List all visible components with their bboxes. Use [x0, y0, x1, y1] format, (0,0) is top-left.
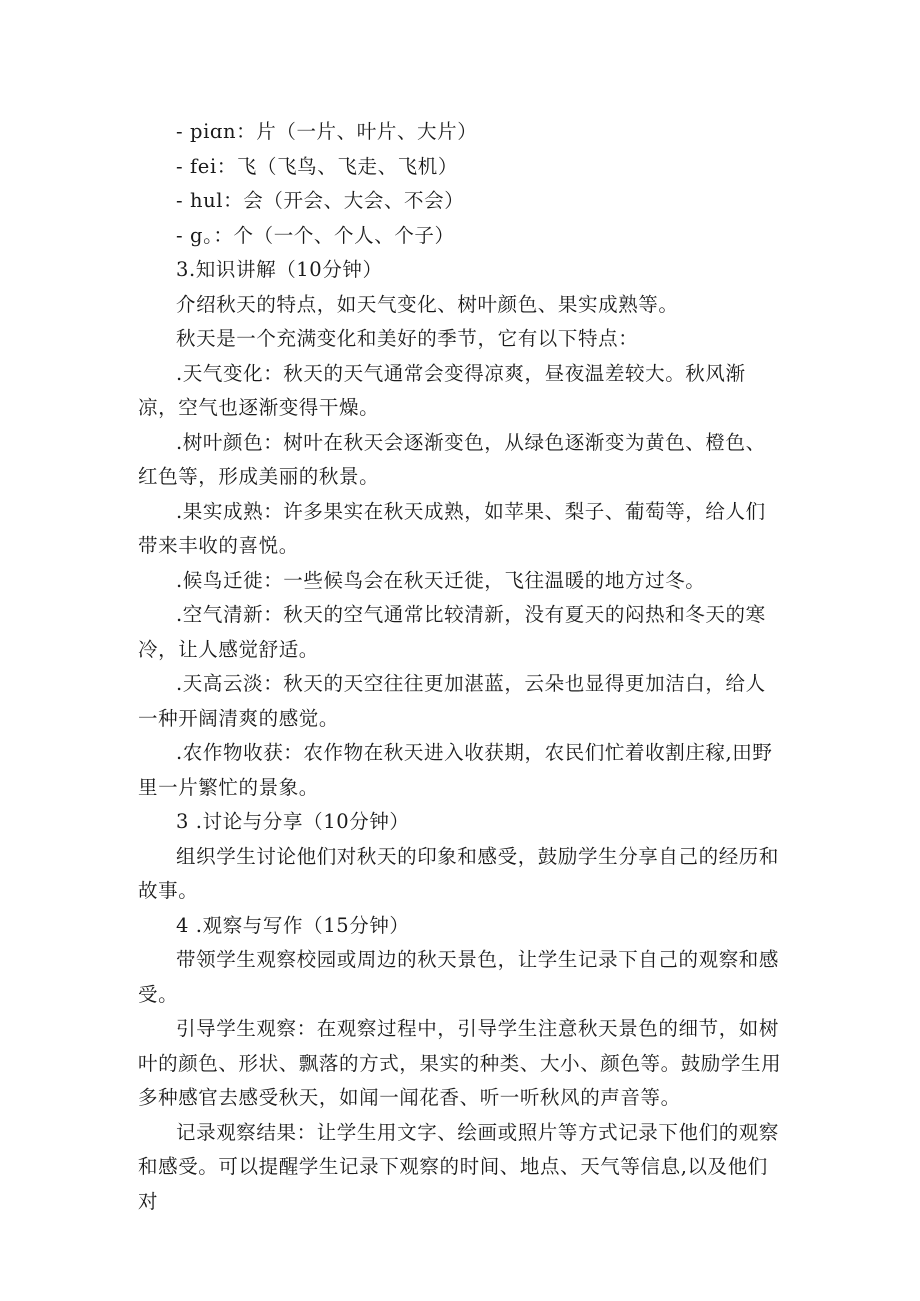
document-body: [138, 115, 782, 1219]
paragraph: 带领学生观察校园或周边的秋天景色，让学生记录下自己的观察和感受。: [138, 948, 780, 1006]
feature-item-weather: .天气变化：秋天的天气通常会变得凉爽，昼夜温差较大。秋风渐凉，空气也逐渐变得干燥。: [138, 361, 746, 419]
section-heading-discussion: 3 .讨论与分享（10分钟）: [176, 810, 410, 833]
pinyin-item-pian: - piɑn：片（一片、叶片、大片）: [176, 120, 478, 143]
paragraph: 记录观察结果：让学生用文字、绘画或照片等方式记录下他们的观察和感受。可以提醒学生记录下观察的时间、地点、天气等信息,以及他们对: [138, 1120, 780, 1213]
feature-item-fruits: .果实成熟：许多果实在秋天成熟，如苹果、梨子、葡萄等，给人们带来丰收的喜悦。: [138, 499, 766, 557]
paragraph: 介绍秋天的特点，如天气变化、树叶颜色、果实成熟等。: [176, 292, 679, 316]
pinyin-item-fei: - fei：飞（飞鸟、飞走、飞机）: [176, 154, 458, 178]
feature-item-air: .空气清新：秋天的空气通常比较清新，没有夏天的闷热和冬天的寒冷，让人感觉舒适。: [138, 603, 766, 661]
paragraph: 秋天是一个充满变化和美好的季节，它有以下特点：: [176, 327, 639, 350]
section-heading-knowledge: 3.知识讲解（10分钟）: [176, 258, 383, 281]
pinyin-item-ge: - g。：个（一个、个人、个子）: [176, 223, 455, 247]
feature-item-birds: .候鸟迁徙：一些候鸟会在秋天迁徙，飞往温暖的地方过冬。: [176, 568, 706, 592]
pinyin-item-hui: - hul：会（开会、大会、不会）: [176, 189, 465, 212]
feature-item-harvest: .农作物收获：农作物在秋天进入收获期，农民们忙着收割庄稼,田野里一片繁忙的景象。: [138, 741, 773, 799]
paragraph: 组织学生讨论他们对秋天的印象和感受，鼓励学生分享自己的经历和故事。: [138, 844, 780, 902]
section-heading-observation: 4 .观察与写作（15分钟）: [176, 913, 410, 937]
feature-item-sky: .天高云淡：秋天的天空往往更加湛蓝，云朵也显得更加洁白，给人一种开阔清爽的感觉。: [138, 672, 766, 730]
feature-item-leaves: .树叶颜色：树叶在秋天会逐渐变色，从绿色逐渐变为黄色、橙色、红色等，形成美丽的秋景。: [138, 430, 766, 488]
paragraph: 引导学生观察：在观察过程中，引导学生注意秋天景色的细节，如树叶的颜色、形状、飘落的方式，果实的种类、大小、颜色等。鼓励学生用多种感官去感受秋天，如闻一闻花香、听一听秋风的声音等。: [138, 1017, 782, 1109]
